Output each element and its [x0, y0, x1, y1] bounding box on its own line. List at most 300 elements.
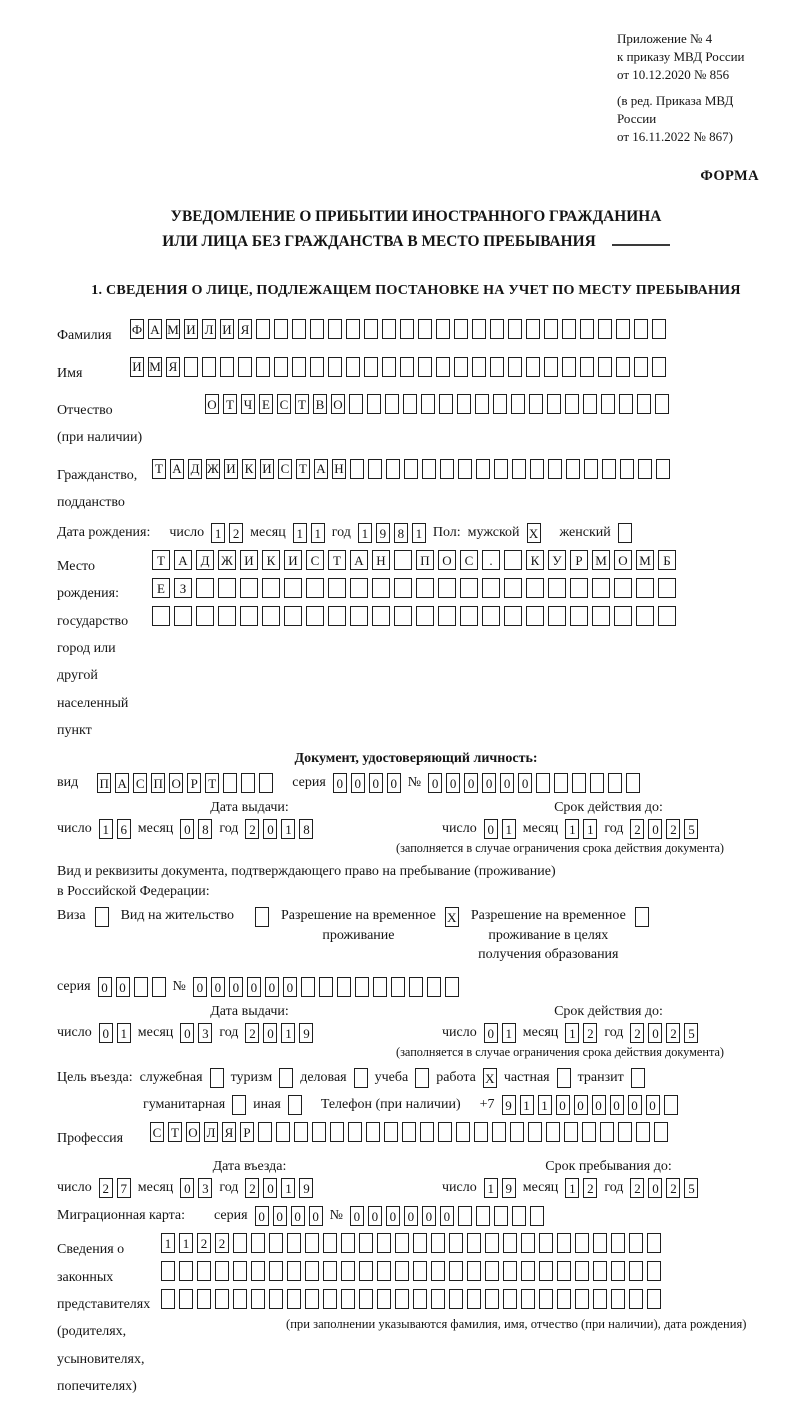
form-cell[interactable]: [420, 1122, 434, 1142]
form-cell[interactable]: М: [636, 550, 654, 570]
form-cell[interactable]: С: [278, 459, 292, 479]
form-cell[interactable]: Я: [166, 357, 180, 377]
form-cell[interactable]: [402, 1122, 416, 1142]
form-cell[interactable]: Я: [238, 319, 252, 339]
form-cell[interactable]: 2: [630, 1023, 644, 1043]
form-cell[interactable]: [386, 459, 400, 479]
form-cell[interactable]: 2: [229, 523, 243, 543]
form-cell[interactable]: [593, 1289, 607, 1309]
form-cell[interactable]: 0: [333, 773, 347, 793]
form-cell[interactable]: [485, 1233, 499, 1253]
form-cell[interactable]: [521, 1289, 535, 1309]
form-cell[interactable]: [292, 357, 306, 377]
form-cell[interactable]: [431, 1289, 445, 1309]
form-cell[interactable]: Р: [570, 550, 588, 570]
form-cell[interactable]: [557, 1233, 571, 1253]
form-cell[interactable]: [467, 1261, 481, 1281]
form-cell[interactable]: [323, 1289, 337, 1309]
form-cell[interactable]: Т: [295, 394, 309, 414]
form-cell[interactable]: 0: [368, 1206, 382, 1226]
stay-month-cells[interactable]: [565, 1178, 597, 1198]
form-cell[interactable]: 0: [116, 977, 130, 997]
form-cell[interactable]: [445, 977, 459, 997]
form-cell[interactable]: [521, 1261, 535, 1281]
form-cell[interactable]: [474, 1122, 488, 1142]
form-cell[interactable]: [341, 1233, 355, 1253]
form-cell[interactable]: [279, 1068, 293, 1088]
form-cell[interactable]: 0: [404, 1206, 418, 1226]
humanitarian-checkbox[interactable]: [232, 1095, 246, 1115]
form-cell[interactable]: [454, 357, 468, 377]
form-cell[interactable]: [565, 394, 579, 414]
form-cell[interactable]: 0: [484, 1023, 498, 1043]
form-cell[interactable]: [328, 357, 342, 377]
form-cell[interactable]: 0: [464, 773, 478, 793]
form-cell[interactable]: В: [313, 394, 327, 414]
form-cell[interactable]: 0: [265, 977, 279, 997]
form-cell[interactable]: [575, 1233, 589, 1253]
form-cell[interactable]: [241, 773, 255, 793]
form-cell[interactable]: [377, 1261, 391, 1281]
form-cell[interactable]: 0: [180, 1178, 194, 1198]
form-cell[interactable]: [544, 357, 558, 377]
form-cell[interactable]: [456, 1122, 470, 1142]
form-cell[interactable]: [526, 578, 544, 598]
representatives-cells-row1[interactable]: [161, 1233, 746, 1253]
form-cell[interactable]: [310, 319, 324, 339]
form-cell[interactable]: 0: [98, 977, 112, 997]
form-cell[interactable]: [614, 578, 632, 598]
form-cell[interactable]: [458, 459, 472, 479]
form-cell[interactable]: 0: [648, 819, 662, 839]
form-cell[interactable]: [328, 578, 346, 598]
birth-place-cells-row3[interactable]: [152, 606, 676, 626]
form-cell[interactable]: [572, 773, 586, 793]
form-cell[interactable]: 1: [538, 1095, 552, 1115]
form-cell[interactable]: А: [174, 550, 192, 570]
form-cell[interactable]: [536, 773, 550, 793]
form-cell[interactable]: [269, 1289, 283, 1309]
form-cell[interactable]: 2: [245, 1023, 259, 1043]
form-cell[interactable]: [608, 773, 622, 793]
form-cell[interactable]: [306, 606, 324, 626]
form-cell[interactable]: [395, 1261, 409, 1281]
form-cell[interactable]: [530, 459, 544, 479]
form-cell[interactable]: [439, 394, 453, 414]
form-cell[interactable]: [467, 1289, 481, 1309]
form-cell[interactable]: [274, 357, 288, 377]
form-cell[interactable]: [598, 319, 612, 339]
form-cell[interactable]: 5: [684, 1023, 698, 1043]
form-cell[interactable]: [566, 459, 580, 479]
form-cell[interactable]: 8: [198, 819, 212, 839]
form-cell[interactable]: 7: [117, 1178, 131, 1198]
form-cell[interactable]: Д: [196, 550, 214, 570]
form-cell[interactable]: [618, 523, 632, 543]
form-cell[interactable]: [287, 1289, 301, 1309]
form-cell[interactable]: [366, 1122, 380, 1142]
form-cell[interactable]: 8: [299, 819, 313, 839]
form-cell[interactable]: [548, 459, 562, 479]
form-cell[interactable]: 1: [281, 1178, 295, 1198]
form-cell[interactable]: [251, 1233, 265, 1253]
form-cell[interactable]: [215, 1261, 229, 1281]
form-cell[interactable]: [377, 1233, 391, 1253]
form-cell[interactable]: [294, 1122, 308, 1142]
form-cell[interactable]: [233, 1289, 247, 1309]
form-cell[interactable]: 1: [161, 1233, 175, 1253]
form-cell[interactable]: [655, 394, 669, 414]
form-cell[interactable]: [197, 1289, 211, 1309]
form-cell[interactable]: X: [445, 907, 459, 927]
form-cell[interactable]: 9: [376, 523, 390, 543]
form-cell[interactable]: П: [151, 773, 165, 793]
form-cell[interactable]: 0: [350, 1206, 364, 1226]
transit-checkbox[interactable]: [631, 1068, 645, 1088]
form-cell[interactable]: [341, 1261, 355, 1281]
form-cell[interactable]: [240, 606, 258, 626]
birth-month-cells[interactable]: [293, 523, 325, 543]
form-cell[interactable]: [337, 977, 351, 997]
form-cell[interactable]: X: [527, 523, 541, 543]
form-cell[interactable]: [269, 1261, 283, 1281]
form-cell[interactable]: [196, 578, 214, 598]
form-cell[interactable]: [583, 394, 597, 414]
form-cell[interactable]: [504, 606, 522, 626]
form-cell[interactable]: К: [526, 550, 544, 570]
form-cell[interactable]: [377, 1289, 391, 1309]
form-cell[interactable]: [492, 1122, 506, 1142]
form-cell[interactable]: 2: [215, 1233, 229, 1253]
form-cell[interactable]: [636, 606, 654, 626]
form-cell[interactable]: [287, 1261, 301, 1281]
form-cell[interactable]: [179, 1261, 193, 1281]
form-cell[interactable]: [323, 1261, 337, 1281]
form-cell[interactable]: 0: [386, 1206, 400, 1226]
form-cell[interactable]: [197, 1261, 211, 1281]
form-cell[interactable]: 9: [299, 1023, 313, 1043]
form-cell[interactable]: М: [592, 550, 610, 570]
doc-issue-day-cells[interactable]: [99, 819, 131, 839]
form-cell[interactable]: С: [150, 1122, 164, 1142]
form-cell[interactable]: 1: [565, 819, 579, 839]
form-cell[interactable]: [482, 606, 500, 626]
form-cell[interactable]: 0: [518, 773, 532, 793]
form-cell[interactable]: [467, 1233, 481, 1253]
form-cell[interactable]: Ж: [218, 550, 236, 570]
form-cell[interactable]: К: [262, 550, 280, 570]
form-cell[interactable]: [652, 319, 666, 339]
form-cell[interactable]: [330, 1122, 344, 1142]
stay-year-cells[interactable]: [630, 1178, 698, 1198]
form-cell[interactable]: К: [242, 459, 256, 479]
form-cell[interactable]: [504, 550, 522, 570]
migration-series-cells[interactable]: [255, 1206, 323, 1226]
form-cell[interactable]: А: [170, 459, 184, 479]
form-cell[interactable]: [259, 773, 273, 793]
form-cell[interactable]: [223, 773, 237, 793]
form-cell[interactable]: [658, 578, 676, 598]
form-cell[interactable]: [510, 1122, 524, 1142]
form-cell[interactable]: 8: [394, 523, 408, 543]
form-cell[interactable]: 1: [179, 1233, 193, 1253]
form-cell[interactable]: [382, 357, 396, 377]
form-cell[interactable]: [276, 1122, 290, 1142]
form-cell[interactable]: 0: [610, 1095, 624, 1115]
form-cell[interactable]: [346, 319, 360, 339]
form-cell[interactable]: [438, 606, 456, 626]
form-cell[interactable]: [184, 357, 198, 377]
official-checkbox[interactable]: [210, 1068, 224, 1088]
form-cell[interactable]: 0: [309, 1206, 323, 1226]
form-cell[interactable]: [638, 459, 652, 479]
sex-female-checkbox[interactable]: [618, 523, 632, 543]
form-cell[interactable]: [413, 1261, 427, 1281]
form-cell[interactable]: 0: [263, 819, 277, 839]
form-cell[interactable]: 1: [583, 819, 597, 839]
form-cell[interactable]: [590, 773, 604, 793]
form-cell[interactable]: Р: [240, 1122, 254, 1142]
form-cell[interactable]: [400, 319, 414, 339]
form-cell[interactable]: У: [548, 550, 566, 570]
form-cell[interactable]: 2: [99, 1178, 113, 1198]
other-checkbox[interactable]: [288, 1095, 302, 1115]
form-cell[interactable]: [539, 1289, 553, 1309]
form-cell[interactable]: [312, 1122, 326, 1142]
form-cell[interactable]: 1: [358, 523, 372, 543]
form-cell[interactable]: О: [169, 773, 183, 793]
form-cell[interactable]: [557, 1068, 571, 1088]
form-cell[interactable]: [503, 1233, 517, 1253]
form-cell[interactable]: [449, 1289, 463, 1309]
form-cell[interactable]: 0: [263, 1023, 277, 1043]
form-cell[interactable]: Т: [205, 773, 219, 793]
form-cell[interactable]: [364, 357, 378, 377]
form-cell[interactable]: И: [260, 459, 274, 479]
form-cell[interactable]: [341, 1289, 355, 1309]
form-cell[interactable]: [503, 1289, 517, 1309]
form-cell[interactable]: [601, 394, 615, 414]
form-cell[interactable]: [394, 606, 412, 626]
form-cell[interactable]: 0: [229, 977, 243, 997]
form-cell[interactable]: [548, 606, 566, 626]
form-cell[interactable]: 0: [193, 977, 207, 997]
form-cell[interactable]: [458, 1206, 472, 1226]
residence-valid-year-cells[interactable]: [630, 1023, 698, 1043]
form-cell[interactable]: [562, 319, 576, 339]
form-cell[interactable]: 0: [482, 773, 496, 793]
form-cell[interactable]: 2: [666, 819, 680, 839]
form-cell[interactable]: 0: [273, 1206, 287, 1226]
private-checkbox[interactable]: [557, 1068, 571, 1088]
form-cell[interactable]: [258, 1122, 272, 1142]
form-cell[interactable]: [305, 1261, 319, 1281]
form-cell[interactable]: [557, 1289, 571, 1309]
form-cell[interactable]: [255, 907, 269, 927]
form-cell[interactable]: [418, 357, 432, 377]
form-cell[interactable]: [616, 357, 630, 377]
form-cell[interactable]: [284, 606, 302, 626]
form-cell[interactable]: [562, 357, 576, 377]
form-cell[interactable]: 0: [628, 1095, 642, 1115]
form-cell[interactable]: 0: [646, 1095, 660, 1115]
form-cell[interactable]: [367, 394, 381, 414]
doc-valid-year-cells[interactable]: [630, 819, 698, 839]
form-cell[interactable]: [476, 1206, 490, 1226]
form-cell[interactable]: [629, 1233, 643, 1253]
form-cell[interactable]: О: [438, 550, 456, 570]
form-cell[interactable]: [355, 977, 369, 997]
form-cell[interactable]: [179, 1289, 193, 1309]
form-cell[interactable]: [454, 319, 468, 339]
form-cell[interactable]: [354, 1068, 368, 1088]
form-cell[interactable]: [658, 606, 676, 626]
residence-series-cells[interactable]: [98, 977, 166, 997]
form-cell[interactable]: А: [148, 319, 162, 339]
form-cell[interactable]: [449, 1233, 463, 1253]
form-cell[interactable]: Т: [168, 1122, 182, 1142]
residence-permit-checkbox[interactable]: [255, 907, 269, 927]
form-cell[interactable]: [436, 319, 450, 339]
form-cell[interactable]: [328, 606, 346, 626]
form-cell[interactable]: А: [350, 550, 368, 570]
form-cell[interactable]: [359, 1233, 373, 1253]
form-cell[interactable]: [593, 1233, 607, 1253]
form-cell[interactable]: 1: [293, 523, 307, 543]
form-cell[interactable]: [310, 357, 324, 377]
form-cell[interactable]: [196, 606, 214, 626]
form-cell[interactable]: [629, 1261, 643, 1281]
form-cell[interactable]: И: [220, 319, 234, 339]
form-cell[interactable]: [570, 578, 588, 598]
form-cell[interactable]: 0: [574, 1095, 588, 1115]
form-cell[interactable]: [539, 1261, 553, 1281]
form-cell[interactable]: [485, 1289, 499, 1309]
form-cell[interactable]: [636, 578, 654, 598]
doc-kind-cells[interactable]: [97, 773, 273, 793]
form-cell[interactable]: И: [184, 319, 198, 339]
form-cell[interactable]: [368, 459, 382, 479]
form-cell[interactable]: [256, 319, 270, 339]
form-cell[interactable]: [526, 319, 540, 339]
doc-number-cells[interactable]: [428, 773, 640, 793]
form-cell[interactable]: [348, 1122, 362, 1142]
form-cell[interactable]: [664, 1095, 678, 1115]
form-cell[interactable]: [521, 1233, 535, 1253]
form-cell[interactable]: 0: [291, 1206, 305, 1226]
name-cells[interactable]: [130, 357, 666, 377]
form-cell[interactable]: [438, 578, 456, 598]
form-cell[interactable]: Н: [372, 550, 390, 570]
sex-male-checkbox[interactable]: [527, 523, 541, 543]
form-cell[interactable]: [575, 1261, 589, 1281]
form-cell[interactable]: [494, 1206, 508, 1226]
doc-valid-day-cells[interactable]: [484, 819, 516, 839]
doc-issue-year-cells[interactable]: [245, 819, 313, 839]
residence-valid-month-cells[interactable]: [565, 1023, 597, 1043]
form-cell[interactable]: М: [148, 357, 162, 377]
form-cell[interactable]: [323, 1233, 337, 1253]
form-cell[interactable]: [631, 1068, 645, 1088]
form-cell[interactable]: 5: [684, 819, 698, 839]
form-cell[interactable]: [593, 1261, 607, 1281]
form-cell[interactable]: [494, 459, 508, 479]
form-cell[interactable]: [292, 319, 306, 339]
form-cell[interactable]: 0: [484, 819, 498, 839]
form-cell[interactable]: [215, 1289, 229, 1309]
form-cell[interactable]: [629, 1289, 643, 1309]
form-cell[interactable]: [161, 1289, 175, 1309]
form-cell[interactable]: 0: [440, 1206, 454, 1226]
form-cell[interactable]: [415, 1068, 429, 1088]
phone-cells[interactable]: [502, 1095, 678, 1115]
form-cell[interactable]: [251, 1261, 265, 1281]
form-cell[interactable]: [256, 357, 270, 377]
patronymic-cells[interactable]: [205, 394, 669, 414]
form-cell[interactable]: [440, 459, 454, 479]
form-cell[interactable]: [251, 1289, 265, 1309]
form-cell[interactable]: [431, 1233, 445, 1253]
form-cell[interactable]: О: [614, 550, 632, 570]
form-cell[interactable]: [529, 394, 543, 414]
form-cell[interactable]: [449, 1261, 463, 1281]
form-cell[interactable]: [460, 578, 478, 598]
form-cell[interactable]: [161, 1261, 175, 1281]
form-cell[interactable]: [305, 1233, 319, 1253]
tourism-checkbox[interactable]: [279, 1068, 293, 1088]
form-cell[interactable]: [421, 394, 435, 414]
form-cell[interactable]: [592, 578, 610, 598]
form-cell[interactable]: [544, 319, 558, 339]
form-cell[interactable]: И: [284, 550, 302, 570]
form-cell[interactable]: 1: [99, 819, 113, 839]
stay-day-cells[interactable]: [484, 1178, 516, 1198]
form-cell[interactable]: 0: [255, 1206, 269, 1226]
form-cell[interactable]: [476, 459, 490, 479]
form-cell[interactable]: [592, 606, 610, 626]
birth-day-cells[interactable]: [211, 523, 243, 543]
profession-cells[interactable]: [150, 1122, 668, 1142]
form-cell[interactable]: [512, 1206, 526, 1226]
form-cell[interactable]: [526, 606, 544, 626]
form-cell[interactable]: 0: [99, 1023, 113, 1043]
form-cell[interactable]: [233, 1261, 247, 1281]
form-cell[interactable]: [511, 394, 525, 414]
form-cell[interactable]: X: [483, 1068, 497, 1088]
form-cell[interactable]: [350, 578, 368, 598]
form-cell[interactable]: [647, 1289, 661, 1309]
form-cell[interactable]: [95, 907, 109, 927]
form-cell[interactable]: [346, 357, 360, 377]
form-cell[interactable]: [547, 394, 561, 414]
form-cell[interactable]: [548, 578, 566, 598]
form-cell[interactable]: 3: [198, 1178, 212, 1198]
form-cell[interactable]: [416, 578, 434, 598]
form-cell[interactable]: И: [240, 550, 258, 570]
form-cell[interactable]: [602, 459, 616, 479]
form-cell[interactable]: [472, 357, 486, 377]
form-cell[interactable]: [220, 357, 234, 377]
form-cell[interactable]: [570, 606, 588, 626]
form-cell[interactable]: [575, 1289, 589, 1309]
form-cell[interactable]: [359, 1261, 373, 1281]
form-cell[interactable]: [482, 578, 500, 598]
form-cell[interactable]: 2: [583, 1023, 597, 1043]
form-cell[interactable]: [301, 977, 315, 997]
residence-issue-day-cells[interactable]: [99, 1023, 131, 1043]
form-cell[interactable]: [626, 773, 640, 793]
form-cell[interactable]: [269, 1233, 283, 1253]
